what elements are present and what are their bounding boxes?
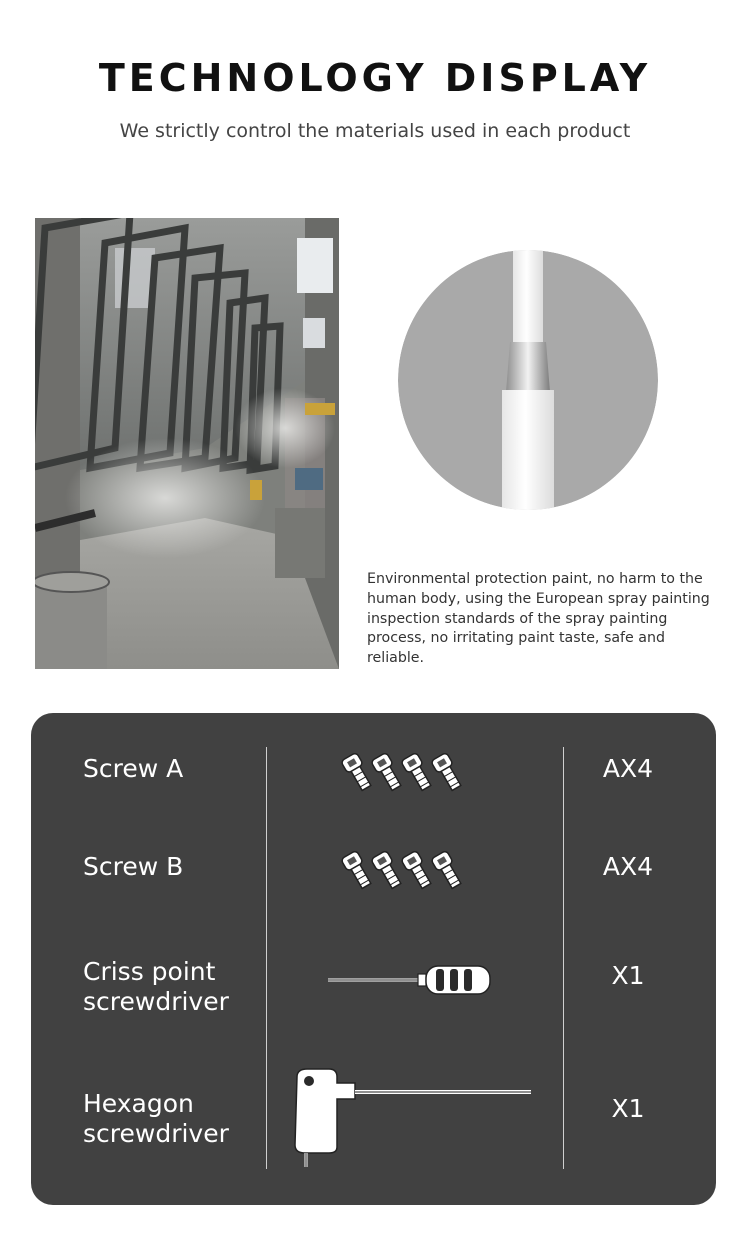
accessory-label-hex-screwdriver: Hexagon screwdriver	[83, 1089, 229, 1148]
accessory-label-screw-a: Screw A	[83, 754, 184, 783]
accessory-qty-screw-a: AX4	[602, 754, 654, 783]
accessory-qty-screw-b: AX4	[602, 852, 654, 881]
accessory-qty-phillips-screwdriver: X1	[611, 961, 645, 990]
accessory-label-screw-b: Screw B	[83, 852, 184, 881]
accessory-qty-hex-screwdriver: X1	[611, 1094, 645, 1123]
accessory-label-phillips-screwdriver: Criss point screwdriver	[83, 957, 229, 1016]
paint-description: Environmental protection paint, no harm to the human body, using the European spray painting inspection standards of the spray painting process, no irritating paint taste, safe and reliable.	[367, 571, 710, 667]
accessories-panel	[31, 713, 716, 1205]
screw-set-icon	[336, 847, 466, 901]
tube-detail-image	[398, 250, 658, 510]
spray-booth-photo	[35, 218, 339, 669]
page-title: TECHNOLOGY DISPLAY	[98, 56, 652, 100]
screw-set-icon	[336, 749, 466, 803]
phillips-screwdriver-icon	[326, 963, 496, 1001]
hex-key-icon	[291, 1065, 541, 1173]
column-divider-left	[266, 747, 267, 1169]
page-subtitle: We strictly control the materials used in each product	[119, 120, 631, 142]
